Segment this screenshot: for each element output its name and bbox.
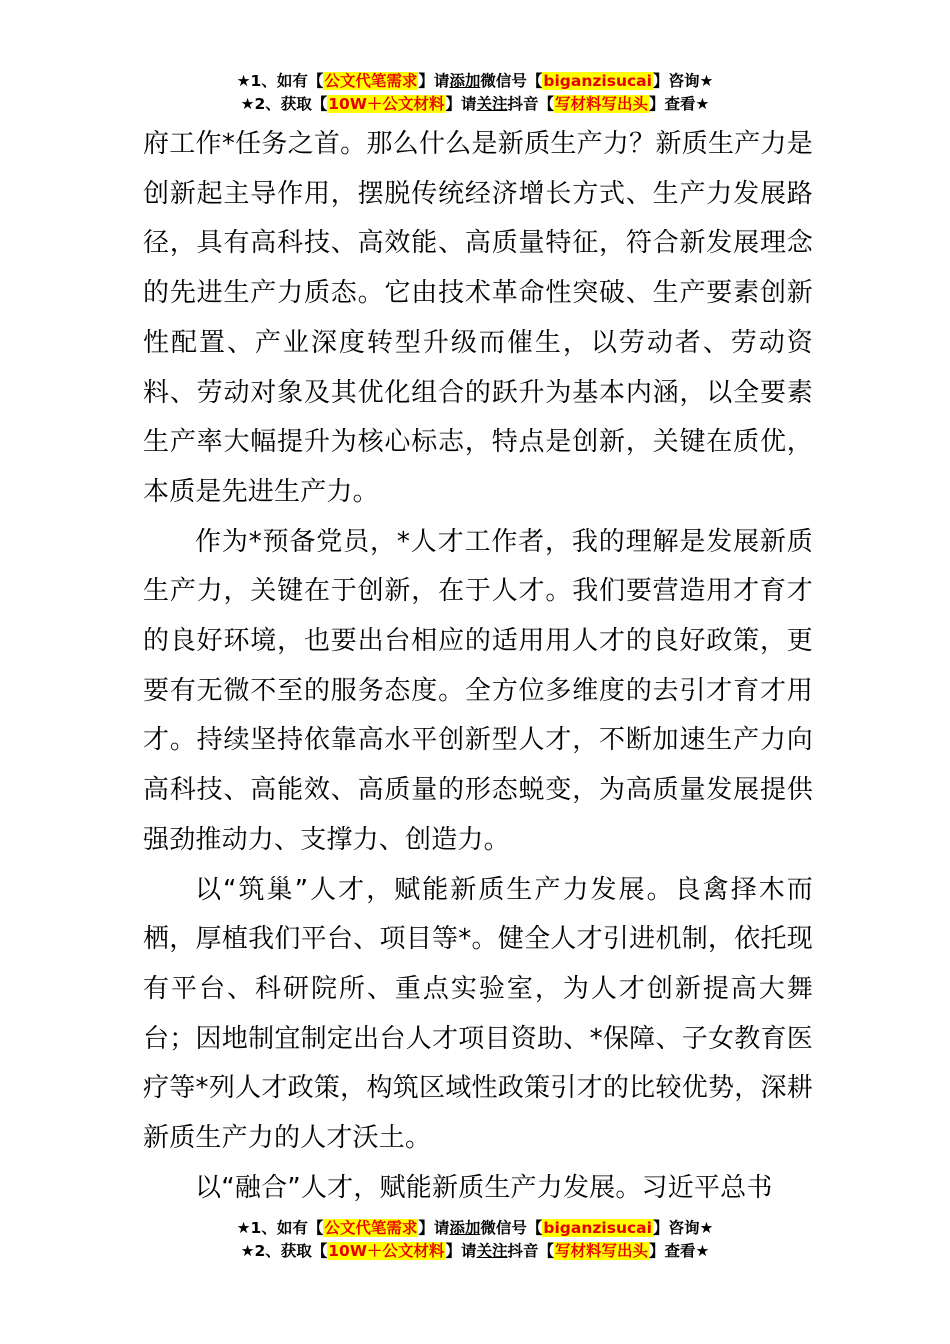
promo-text: 】咨询★: [652, 72, 714, 90]
promo-line-2: [0, 1240, 950, 1263]
paragraph: 作为*预备党员，*人才工作者，我的理解是发展新质生产力，关键在于创新，在于人才。我们要营造用才育才的良好环境，也要出台相应的适用用人才的良好政策，更要有无微不至的服务态度。全方位多维度的去引才育才用才。持续坚持依靠高水平创新型人才，不断加速生产力向高科技、高能效、高质量的形态蜕变，为高质量发展提供强劲推动力、支撑力、创造力。: [143, 526, 813, 855]
promo-line-2: [0, 93, 950, 116]
promo-highlight: 10W＋公文材料: [328, 95, 445, 113]
promo-underline: 关注: [476, 1242, 508, 1260]
promo-text: 】请: [418, 72, 450, 90]
promo-text: 】查看★: [649, 95, 710, 113]
promo-text: ★1、如有【: [236, 72, 324, 90]
promo-text: ★2、获取【: [240, 1242, 328, 1260]
promo-highlight: biganzisucai: [543, 1219, 652, 1237]
promo-text: 】请: [445, 1242, 477, 1260]
promo-text: 微信号【: [480, 72, 543, 90]
promo-line-1: [0, 70, 950, 93]
promo-text: ★1、如有【: [236, 1219, 324, 1237]
document-body: [143, 120, 813, 1213]
promo-highlight: 公文代笔需求: [324, 1219, 418, 1237]
promo-text: 】请: [418, 1219, 450, 1237]
promo-highlight: 写材料写出头: [554, 1242, 648, 1260]
promo-text: 微信号【: [480, 1219, 543, 1237]
promo-highlight: 写材料写出头: [554, 95, 648, 113]
promo-underline: 关注: [476, 95, 508, 113]
promo-text: 抖音【: [507, 1242, 554, 1260]
paragraph: 府工作*任务之首。那么什么是新质生产力？新质生产力是创新起主导作用，摆脱传统经济增长方式、生产力发展路径，具有高科技、高效能、高质量特征，符合新发展理念的先进生产力质态。它由技术革命性突破、生产要素创新性配置、产业深度转型升级而催生，以劳动者、劳动资料、劳动对象及其优化组合的跃升为基本内涵，以全要素生产率大幅提升为核心标志，特点是创新，关键在质优，本质是先进生产力。: [143, 129, 813, 507]
promo-text: 抖音【: [507, 95, 554, 113]
promo-text: 】请: [445, 95, 477, 113]
promo-text: ★2、获取【: [240, 95, 328, 113]
paragraph: 以“融合”人才，赋能新质生产力发展。习近平总书: [195, 1172, 773, 1203]
promo-text: 】咨询★: [652, 1219, 714, 1237]
paragraph: 以“筑巢”人才，赋能新质生产力发展。良禽择木而栖，厚植我们平台、项目等*。健全人才引进机制，依托现有平台、科研院所、重点实验室，为人才创新提高大舞台；因地制宜制定出台人才项目资助、*保障、子女教育医疗等*列人才政策，构筑区域性政策引才的比较优势，深耕新质生产力的人才沃土。: [143, 874, 813, 1154]
promo-banner-bottom: [0, 1217, 950, 1263]
promo-text: 】查看★: [649, 1242, 710, 1260]
promo-highlight: 10W＋公文材料: [328, 1242, 445, 1260]
promo-banner-top: [0, 70, 950, 116]
promo-underline: 添加: [449, 1219, 481, 1237]
promo-underline: 添加: [449, 72, 481, 90]
promo-highlight: biganzisucai: [543, 72, 652, 90]
promo-line-1: [0, 1217, 950, 1240]
promo-highlight: 公文代笔需求: [324, 72, 418, 90]
